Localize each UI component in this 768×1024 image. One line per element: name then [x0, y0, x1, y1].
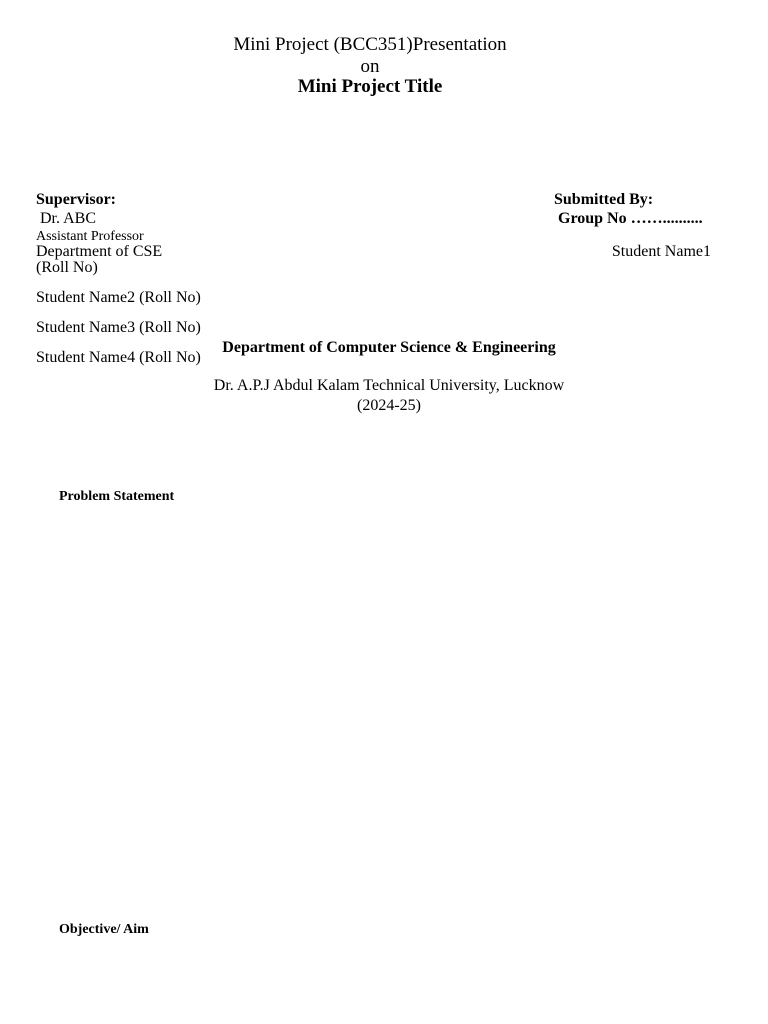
presentation-title: Mini Project (BCC351)Presentation — [233, 34, 507, 55]
university-name: Dr. A.P.J Abdul Kalam Technical University, Lucknow — [213, 377, 565, 394]
presentation-on: on — [360, 56, 380, 77]
department-heading: Department of Computer Science & Engineering — [222, 339, 556, 356]
supervisor-label: Supervisor: — [36, 191, 116, 208]
submitted-by-label: Submitted By: — [554, 191, 654, 208]
group-number: Group No …….......... — [558, 210, 703, 227]
problem-statement-heading: Problem Statement — [59, 489, 175, 504]
student4-entry: Student Name4 (Roll No) — [36, 349, 201, 366]
supervisor-department: Department of CSE — [36, 243, 163, 260]
objective-heading: Objective/ Aim — [59, 922, 149, 937]
academic-year: (2024-25) — [357, 397, 421, 414]
student3-entry: Student Name3 (Roll No) — [36, 319, 201, 336]
student1-name: Student Name1 — [611, 243, 711, 260]
student2-entry: Student Name2 (Roll No) — [36, 289, 201, 306]
supervisor-name: Dr. ABC — [40, 210, 97, 227]
supervisor-designation: Assistant Professor — [36, 229, 144, 244]
project-title: Mini Project Title — [297, 76, 443, 97]
student1-roll-no: (Roll No) — [36, 259, 98, 276]
